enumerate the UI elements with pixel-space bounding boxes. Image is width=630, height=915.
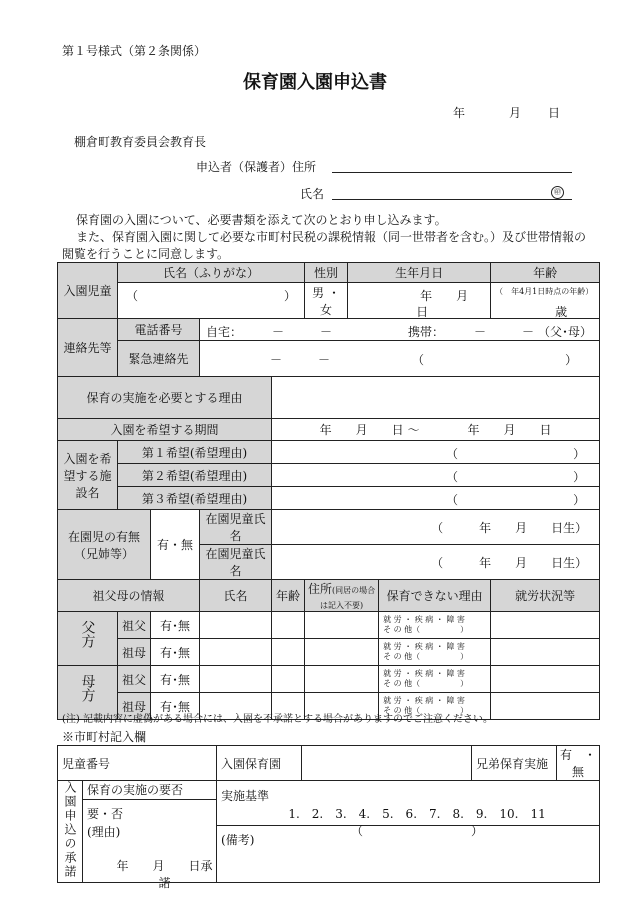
- dob-month: 月: [456, 289, 469, 303]
- gp-grandmother-label: 祖母: [118, 693, 151, 720]
- criteria-label: 実施基準: [221, 789, 270, 803]
- facility-choice-1-open: （: [446, 447, 459, 461]
- phone-relation: （父･母）: [538, 325, 593, 339]
- gp-age-field[interactable]: [272, 639, 305, 666]
- name-label: 氏名: [300, 187, 325, 201]
- intro-line-2: また、保育園入園に関して必要な市町村民税の課税情報（同一世帯者を含む。）及び世帯情報の: [76, 230, 587, 244]
- municipal-table: [57, 745, 609, 890]
- facility-label: 入園を希望する施設名: [58, 441, 118, 510]
- name-field[interactable]: [332, 199, 572, 200]
- gp-work-field[interactable]: [491, 693, 600, 720]
- facility-choice-2-label: 第２希望(希望理由): [118, 464, 272, 487]
- child-row-label: 入園児童: [58, 263, 118, 319]
- gp-reason-line1: 就 労 ・ 疾 病 ・ 障 害: [383, 669, 465, 678]
- emergency-label: 緊急連絡先: [118, 341, 200, 377]
- age-field[interactable]: [491, 283, 600, 319]
- child-name-close: ）: [284, 289, 297, 303]
- reason-label: 保育の実施を必要とする理由: [58, 377, 272, 419]
- siblings-yesno[interactable]: 有・無: [151, 510, 200, 580]
- father-side-label: [58, 612, 118, 666]
- facility-choice-1-label: 第１希望(希望理由): [118, 441, 272, 464]
- gp-address-field[interactable]: [305, 639, 379, 666]
- gp-name-field[interactable]: [200, 666, 272, 693]
- gp-work-field[interactable]: [491, 612, 600, 639]
- sibling-2-name-label: 在園児童氏名: [200, 545, 272, 580]
- gp-reason-line1: 就 労 ・ 疾 病 ・ 障 害: [383, 642, 465, 651]
- gp-grandfather-label: 祖父: [118, 666, 151, 693]
- emergency-field[interactable]: [200, 341, 600, 377]
- nursery-field[interactable]: [302, 746, 472, 781]
- facility-choice-3-label: 第３希望(希望理由): [118, 487, 272, 510]
- sibling-1-name-label: 在園児童氏名: [200, 510, 272, 545]
- sibling-care-value[interactable]: 有 ・ 無: [557, 746, 600, 781]
- facility-choice-2-open: （: [446, 470, 459, 484]
- sibling-2-field[interactable]: （ 年 月 日生）: [272, 545, 600, 580]
- sibling-care-label: 兄弟保育実施: [472, 746, 557, 781]
- application-table: [57, 262, 600, 720]
- contact-label: 連絡先等: [58, 319, 118, 377]
- necessity-label: 保育の実施の要否: [83, 781, 216, 800]
- gender-header: 性別: [305, 263, 348, 283]
- father-side-text: 父方: [79, 620, 96, 648]
- necessity-reason: (理由): [87, 825, 121, 839]
- child-number-label: 児童番号: [58, 746, 217, 781]
- gp-reason-line1: 就 労 ・ 疾 病 ・ 障 害: [383, 615, 465, 624]
- sibling-1-field[interactable]: （ 年 月 日生）: [272, 510, 600, 545]
- gp-age-field[interactable]: [272, 666, 305, 693]
- age-note: （ 年4月1日時点の年齢）: [495, 287, 594, 296]
- necessity-cell[interactable]: [83, 781, 217, 890]
- child-name-open: （: [126, 289, 139, 303]
- gp-yesno[interactable]: 有･無: [151, 639, 200, 666]
- gp-name-field[interactable]: [200, 612, 272, 639]
- facility-choice-2-field[interactable]: [272, 464, 600, 487]
- facility-choice-3-field[interactable]: [272, 487, 600, 510]
- criteria-cell[interactable]: [217, 781, 600, 883]
- gp-address-text: 住所: [307, 582, 332, 596]
- facility-choice-3-close: ）: [573, 493, 586, 507]
- gp-reason-line2: そ の 他（ ）: [383, 625, 469, 634]
- gp-yesno[interactable]: 有･無: [151, 666, 200, 693]
- gp-row: [58, 666, 600, 693]
- gp-reason-line2: そ の 他（ ）: [383, 706, 469, 715]
- gp-age-field[interactable]: [272, 612, 305, 639]
- approval-date: 年 月 日承諾: [116, 859, 213, 890]
- dob-header: 生年月日: [348, 263, 491, 283]
- gp-reason-line2: そ の 他（ ）: [383, 652, 469, 661]
- form-number: 第１号様式（第２条関係）: [62, 44, 207, 58]
- period-field[interactable]: 年 月 日 ～ 年 月 日: [272, 419, 600, 441]
- address-label: 申込者（保護者）住所: [196, 160, 317, 174]
- gp-work-field[interactable]: [491, 639, 600, 666]
- remarks-label: (備考): [221, 833, 255, 847]
- gp-row: [58, 639, 600, 666]
- gp-yesno[interactable]: 有･無: [151, 693, 200, 720]
- gp-reason-field[interactable]: [379, 639, 491, 666]
- facility-choice-2-close: ）: [573, 470, 586, 484]
- emergency-close: ）: [565, 353, 578, 367]
- dob-day: 日: [416, 305, 429, 319]
- note: (注) 記載内容に虚偽がある場合には、入園を不承諾とする場合がありますのでご注意ください。: [62, 714, 493, 725]
- age-header: 年齢: [491, 263, 600, 283]
- gp-name-field[interactable]: [200, 639, 272, 666]
- gp-address-field[interactable]: [305, 612, 379, 639]
- gp-row: [58, 612, 600, 639]
- intro-line-1: 保育園の入園について、必要書類を添えて次のとおり申し込みます。: [76, 213, 447, 227]
- date-month: 月: [509, 106, 522, 120]
- nursery-label: 入園保育園: [217, 746, 302, 781]
- facility-choice-3-open: （: [446, 493, 459, 507]
- approval-side-text: 入園申込の承諾: [63, 781, 77, 879]
- intro-line-3: 閲覧を行うことに同意します。: [62, 247, 230, 261]
- period-label: 入園を希望する期間: [58, 419, 272, 441]
- page-title: 保育園入園申込書: [243, 72, 387, 93]
- gp-grandfather-label: 祖父: [118, 612, 151, 639]
- gp-work-field[interactable]: [491, 666, 600, 693]
- gp-grandmother-label: 祖母: [118, 639, 151, 666]
- necessity-yesno: 要・否: [87, 807, 124, 821]
- gp-reason-line2: そ の 他（ ）: [383, 679, 469, 688]
- dob-field[interactable]: [348, 283, 491, 319]
- child-name-field[interactable]: [118, 283, 305, 319]
- gp-yesno[interactable]: 有･無: [151, 612, 200, 639]
- siblings-label: 在園児の有無（兄姉等）: [58, 510, 151, 580]
- approval-side-label: [58, 781, 83, 883]
- phone-mobile: 携帯： － －: [408, 325, 535, 339]
- seal-mark: ㊞: [551, 186, 564, 199]
- gp-address-note: (同居の場合は記入不要): [320, 586, 376, 610]
- emergency-dashes: － －: [270, 353, 331, 367]
- gp-work-header: 就労状況等: [491, 580, 600, 612]
- address-field[interactable]: [332, 172, 572, 173]
- phone-label: 電話番号: [118, 319, 200, 341]
- phone-field[interactable]: [200, 319, 600, 341]
- gp-reason-field[interactable]: [379, 666, 491, 693]
- emergency-open: （: [412, 353, 425, 367]
- phone-home: 自宅： － －: [206, 325, 333, 339]
- gp-address-header: [305, 580, 379, 612]
- criteria-list: 1. 2. 3. 4. 5. 6. 7. 8. 9. 10. 11（ ）: [288, 807, 546, 838]
- dob-year: 年: [420, 289, 433, 303]
- mother-side-text: 母方: [79, 674, 96, 702]
- child-name-header: 氏名（ふりがな）: [118, 263, 305, 283]
- date-year: 年: [453, 106, 466, 120]
- gp-info-header: 祖父母の情報: [58, 580, 200, 612]
- facility-choice-1-field[interactable]: [272, 441, 600, 464]
- gp-address-field[interactable]: [305, 666, 379, 693]
- age-unit: 歳: [555, 305, 568, 319]
- gp-age-header: 年齢: [272, 580, 305, 612]
- gender-field[interactable]: 男 ・ 女: [305, 283, 348, 319]
- addressee: 棚倉町教育委員会教育長: [74, 135, 207, 149]
- gp-reason-header: 保育できない理由: [379, 580, 491, 612]
- gp-reason-line1: 就 労 ・ 疾 病 ・ 障 害: [383, 696, 465, 705]
- date-day: 日: [548, 106, 561, 120]
- gp-name-header: 氏名: [200, 580, 272, 612]
- reason-field[interactable]: [272, 377, 600, 419]
- municipal-heading: ※市町村記入欄: [62, 730, 147, 744]
- facility-choice-1-close: ）: [573, 447, 586, 461]
- gp-reason-field[interactable]: [379, 612, 491, 639]
